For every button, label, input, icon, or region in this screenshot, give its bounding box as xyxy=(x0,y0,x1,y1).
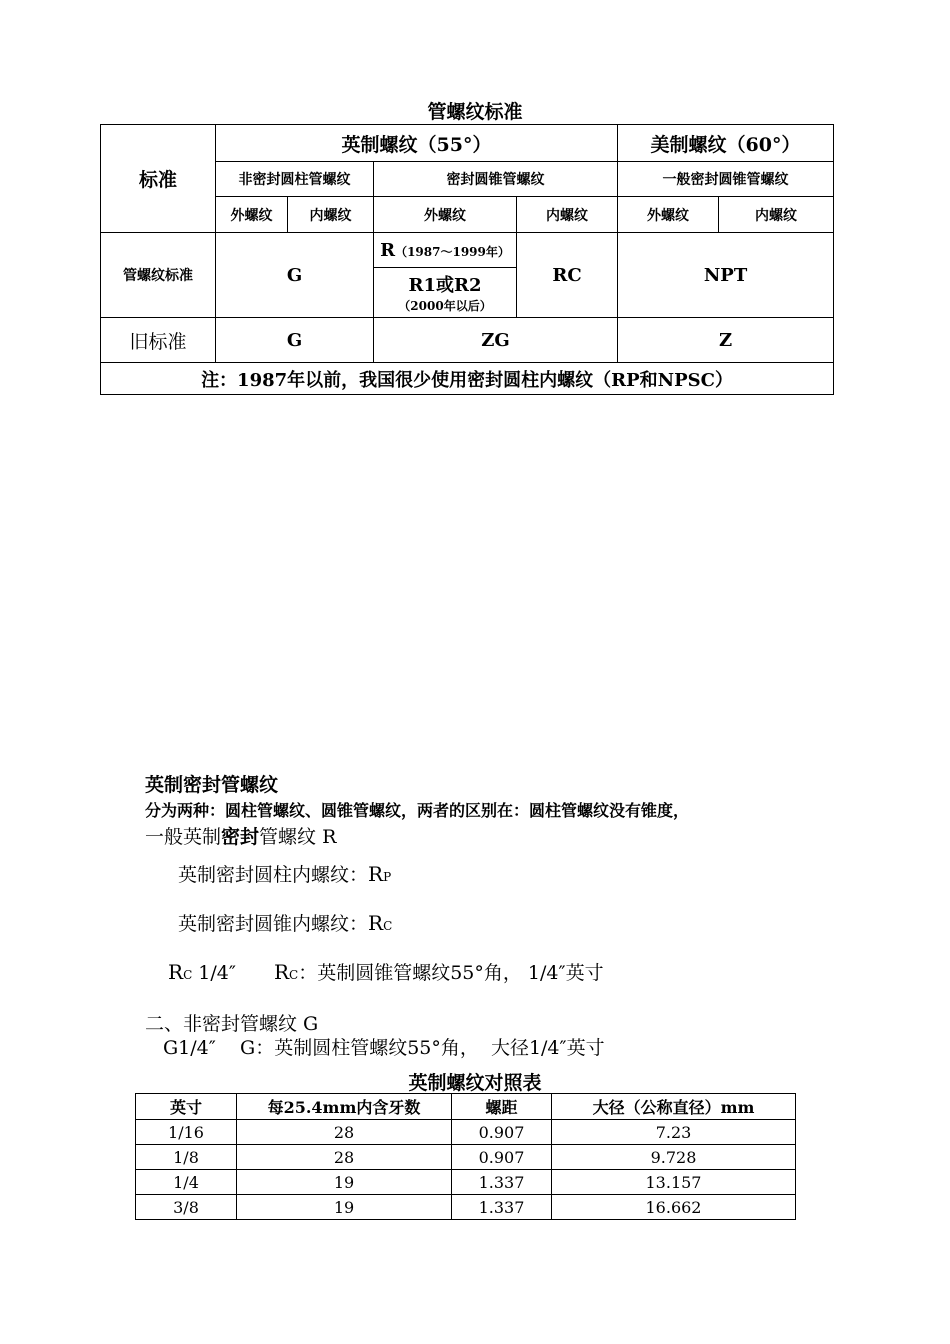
header-major-diameter: 大径（公称直径）mm xyxy=(552,1094,796,1120)
old-g-code: G xyxy=(216,318,374,363)
rc-line xyxy=(178,909,392,936)
british-thread-header: 英制螺纹（55°） xyxy=(216,125,618,162)
pipe-thread-standard-table xyxy=(100,124,834,395)
g-code: G xyxy=(216,233,374,318)
header-pitch: 螺距 xyxy=(452,1094,552,1120)
cell-diameter: 9.728 xyxy=(552,1145,796,1170)
non-seal-heading: 二、非密封管螺纹 G xyxy=(145,1013,319,1035)
cell-pitch: 1.337 xyxy=(452,1195,552,1220)
npt-code: NPT xyxy=(618,233,834,318)
table-row xyxy=(136,1120,796,1145)
header-tpi: 每25.4mm内含牙数 xyxy=(237,1094,452,1120)
rc-code: R xyxy=(368,911,384,935)
table-header-row xyxy=(136,1094,796,1120)
r1r2-period-note: （2000年以后） xyxy=(398,299,492,313)
table1-note: 注：1987年以前，我国很少使用密封圆柱内螺纹（RP和NPSC） xyxy=(101,363,834,395)
rp-subscript: P xyxy=(383,870,392,884)
r-code: R xyxy=(380,239,396,261)
cell-pitch: 1.337 xyxy=(452,1170,552,1195)
general-seal-line xyxy=(145,822,336,849)
external-label: 外螺纹 xyxy=(216,197,288,233)
rc-code: RC xyxy=(517,233,618,318)
standard-label: 标准 xyxy=(101,125,216,233)
thread-comparison-table xyxy=(135,1093,796,1220)
section-heading: 英制密封管螺纹 xyxy=(145,774,279,796)
internal-label: 内螺纹 xyxy=(288,197,374,233)
cell-diameter: 16.662 xyxy=(552,1195,796,1220)
seal-taper-header: 密封圆锥管螺纹 xyxy=(374,162,618,197)
rc-example-subscript: C xyxy=(183,968,193,982)
external-label: 外螺纹 xyxy=(374,197,517,233)
external-label: 外螺纹 xyxy=(618,197,719,233)
old-z-code: Z xyxy=(618,318,834,363)
table-row xyxy=(136,1170,796,1195)
r-period-note: （1987～1999年） xyxy=(395,244,510,259)
rc-example-text: ：英制圆锥管螺纹55°角， 1/4″英寸 xyxy=(298,962,604,984)
table2-title: 英制螺纹对照表 xyxy=(408,1072,542,1094)
r-cell xyxy=(374,233,517,268)
cell-diameter: 7.23 xyxy=(552,1120,796,1145)
table-row xyxy=(136,1195,796,1220)
cell-pitch: 0.907 xyxy=(452,1145,552,1170)
r1r2-code: R1或R2 xyxy=(408,275,482,296)
r1r2-cell xyxy=(374,268,517,318)
table1-title: 管螺纹标准 xyxy=(427,101,523,123)
old-zg-code: ZG xyxy=(374,318,618,363)
cell-tpi: 28 xyxy=(237,1120,452,1145)
cell-inch: 3/8 xyxy=(136,1195,237,1220)
american-thread-header: 美制螺纹（60°） xyxy=(618,125,834,162)
old-standard-row-label: 旧标准 xyxy=(101,318,216,363)
section-description: 分为两种：圆柱管螺纹、圆锥管螺纹，两者的区别在：圆柱管螺纹没有锥度， xyxy=(145,801,690,820)
rc-example-code: R xyxy=(168,960,184,984)
rc-subscript: C xyxy=(383,919,393,933)
cell-inch: 1/16 xyxy=(136,1120,237,1145)
cell-tpi: 28 xyxy=(237,1145,452,1170)
rp-line xyxy=(178,860,391,887)
table-row xyxy=(136,1145,796,1170)
internal-label: 内螺纹 xyxy=(517,197,618,233)
rc-example-size: 1/4″ xyxy=(192,962,236,984)
rc-example-code2: R xyxy=(273,960,290,984)
cell-diameter: 13.157 xyxy=(552,1170,796,1195)
rc-label: 英制密封圆锥内螺纹： xyxy=(178,913,369,935)
header-inch: 英寸 xyxy=(136,1094,237,1120)
general-seal-text-c: 管螺纹 R xyxy=(259,826,337,848)
cell-tpi: 19 xyxy=(237,1170,452,1195)
pipe-standard-row-label: 管螺纹标准 xyxy=(101,233,216,318)
cell-inch: 1/4 xyxy=(136,1170,237,1195)
rp-code: R xyxy=(368,862,384,886)
rp-label: 英制密封圆柱内螺纹： xyxy=(178,864,369,886)
cell-pitch: 0.907 xyxy=(452,1120,552,1145)
cell-tpi: 19 xyxy=(237,1195,452,1220)
internal-label: 内螺纹 xyxy=(719,197,834,233)
general-seal-text-b: 密封 xyxy=(221,826,260,848)
general-seal-taper-header: 一般密封圆锥管螺纹 xyxy=(618,162,834,197)
g-example-line: G1/4″ G：英制圆柱管螺纹55°角， 大径1/4″英寸 xyxy=(163,1037,605,1059)
general-seal-text-a: 一般英制 xyxy=(145,826,222,848)
non-seal-cylinder-header: 非密封圆柱管螺纹 xyxy=(216,162,374,197)
rc-example-subscript2: C xyxy=(289,968,299,982)
cell-inch: 1/8 xyxy=(136,1145,237,1170)
rc-example-line xyxy=(168,958,604,985)
